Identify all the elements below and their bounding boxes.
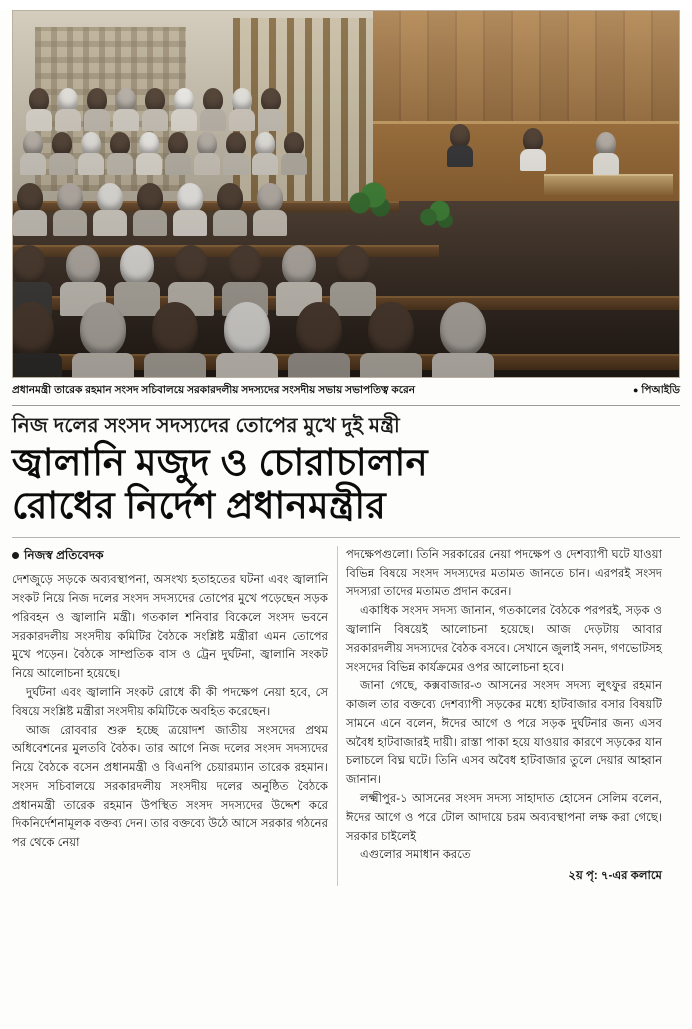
crowd-row <box>20 132 307 175</box>
person-body <box>447 145 473 167</box>
divider-top <box>12 405 680 406</box>
paragraph: জানা গেছে, কক্সবাজার-৩ আসনের সংসদ সদস্য লুৎফুর রহমান কাজল তার বক্তব্যে দেশব্যাপী সড়কের মধ্যে হাটবাজার বসার বিষয়টি সামনে এনে বলেন, ঈদের আগে ও পরে সড়ক দুর্ঘটনার জন্য এসব অবৈধ হাটবাজারই দায়ী। রাস্তা পাকা হয়ে যাওয়ার কারণে সড়কের যান চলাচলে বিঘ্ন ঘটে। তিনি এসব অবৈধ হাটবাজার তুলে দেয়ার আহ্বান জানান। <box>346 679 662 787</box>
column-left <box>12 546 328 886</box>
paragraph-jump <box>346 846 662 886</box>
crowd-row-front <box>12 302 494 378</box>
photo-scene <box>13 11 679 377</box>
person-body <box>520 149 546 171</box>
photo-caption-row <box>12 383 680 400</box>
paragraph: আজ রোববার শুরু হচ্ছে ত্রয়োদশ জাতীয় সংসদের প্রথম অধিবেশনের মুলতবি বৈঠক। তার আগে নিজ দলের সংসদ সদস্যদের নিয়ে বৈঠকে বসেন প্রধানমন্ত্রী ও বিএনপি চেয়ারম্যান তারেক রহমান। সংসদ সচিবালয়ে সরকারদলীয় সংসদীয় দলের অনুষ্ঠিত বৈঠকে প্রধানমন্ত্রী তারেক রহমান উপস্থিত সংসদ সদস্যদের উদ্দেশ করে দিকনির্দেশনামূলক বক্তব্য দেন। তার বক্তব্যে উঠে আসে সরকার গঠনের পর থেকে নেয়া <box>12 723 328 850</box>
byline-text: নিজস্ব প্রতিবেদক <box>24 547 104 562</box>
bullet-icon <box>12 552 19 559</box>
column-right <box>346 546 662 886</box>
photo-credit-text: পিআইডি <box>641 384 680 396</box>
paragraph: লক্ষ্মীপুর-১ আসনের সংসদ সদস্য সাহাদাত হোসেন সেলিম বলেন, ঈদের আগে ও পরে টোল আদায়ে চরম অব্যবস্থাপনা লক্ষ করা গেছে। সরকার চাইলেই <box>346 792 662 843</box>
article-columns <box>12 546 680 886</box>
headline-kicker: নিজ দলের সংসদ সদস্যদের তোপের মুখে দুই মন্ত্রী <box>12 415 400 437</box>
byline <box>12 546 328 565</box>
dais-desk <box>544 174 673 196</box>
paragraph: দেশজুড়ে সড়কে অব্যবস্থাপনা, অসংখ্য হতাহতের ঘটনা এবং জ্বালানি সংকট নিয়ে নিজ দলের সংসদ সদস্যদের তোপের মুখে পড়েছেন সড়ক পরিবহন ও জ্বালানি মন্ত্রী। গতকাল শনিবার বিকেলে সংসদ ভবনে সরকারদলীয় সংসদীয় কমিটির বৈঠকে সংশ্লিষ্ট মন্ত্রীরা এমন তোপের মুখে পড়েন। বৈঠকে সাম্প্রতিক বাস ও ট্রেন দুর্ঘটনা, জ্বালানি সংকট নিয়ে আলোচনা হয়েছে। <box>12 573 328 681</box>
paragraph: দুর্ঘটনা এবং জ্বালানি সংকট রোধে কী কী পদক্ষেপ নেয়া হবে, সে বিষয়ে সংশ্লিষ্ট মন্ত্রীরা সংসদীয় কমিটিকে অবহিত করেছেন। <box>12 686 328 718</box>
newspaper-page <box>0 10 692 1029</box>
jump-text: এগুলোর সমাধান করতে <box>360 848 471 862</box>
crowd-row <box>26 88 284 131</box>
headline-line-2: রোধের নির্দেশ প্রধানমন্ত্রীর <box>12 485 387 527</box>
divider-headline <box>12 537 680 538</box>
news-photo <box>12 10 680 378</box>
dais-person <box>593 132 619 175</box>
jump-reference[interactable]: ২য় পৃ: ৭-এর কলামে <box>568 869 662 883</box>
paragraph: পদক্ষেপগুলো। তিনি সরকারের নেয়া পদক্ষেপ ও দেশব্যাপী ঘটে যাওয়া বিভিন্ন বিষয়ে সংসদ সদস্যদের মতামত জানতে চান। এরপরই সংসদ সদস্যরা তাদের মতামত প্রদান করেন। <box>346 547 662 599</box>
potted-plant <box>346 179 392 219</box>
crowd-row <box>13 183 287 236</box>
photo-caption: প্রধানমন্ত্রী তারেক রহমান সংসদ সচিবালয়ে সরকারদলীয় সদস্যদের সংসদীয় সভায় সভাপতিত্ব করেন <box>12 384 415 396</box>
bullet-icon: ● <box>632 385 639 395</box>
potted-plant <box>417 198 454 230</box>
photo-credit <box>633 383 680 400</box>
headline-line-1: জ্বালানি মজুদ ও চোরাচালান <box>12 442 428 483</box>
dais-person <box>520 128 546 171</box>
dais-person <box>447 124 473 167</box>
person-body <box>593 153 619 175</box>
paragraph: একাধিক সংসদ সদস্য জানান, গতকালের বৈঠকে পরপরই, সড়ক ও জ্বালানি বিষয়েই আলোচনা হয়েছে। আজ দেড়টায় আবার সরকারদলীয় সদস্যদের বৈঠক বসবে। সেখানে জুলাই সনদ, গণভোটসহ সংসদের বিভিন্ন কার্যক্রমের ওপর আলোচনা হবে। <box>346 604 662 674</box>
